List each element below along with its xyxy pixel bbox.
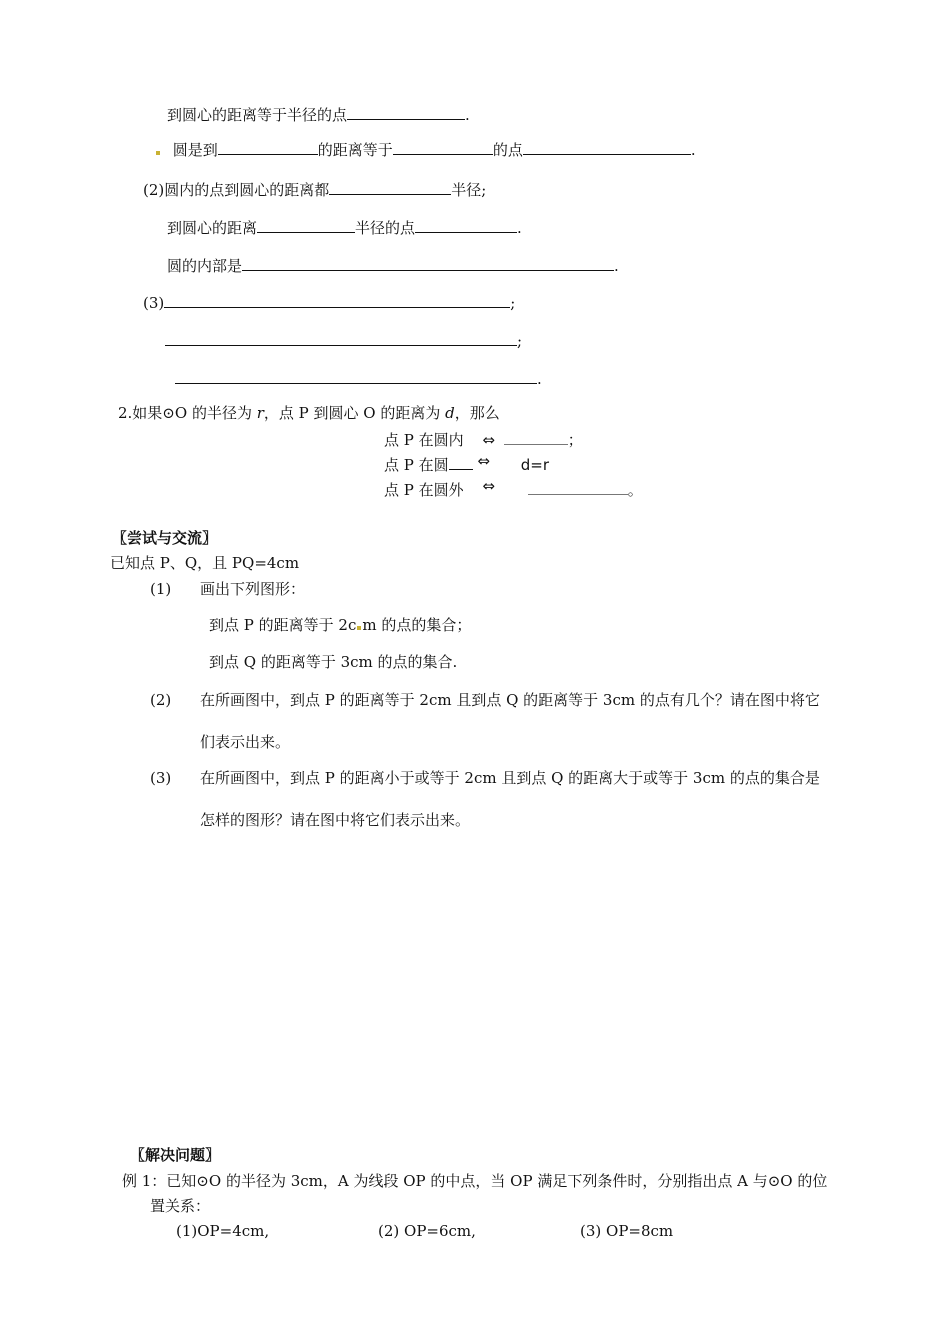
highlight-mark: [357, 626, 361, 630]
equivalence-icon: ⇔: [477, 452, 490, 470]
question-2-intro: 2.如果⊙O 的半径为 r，点 P 到圆心 O 的距离为 d，那么: [118, 404, 500, 422]
answer-blank[interactable]: [393, 139, 493, 155]
answer-blank[interactable]: [257, 217, 355, 233]
line-item-3: (3) ;: [143, 294, 516, 312]
try-given: 已知点 P、Q，且 PQ=4cm: [110, 554, 300, 572]
answer-blank[interactable]: [164, 292, 510, 308]
try-item-3: (3) 在所画图中，到点 P 的距离小于或等于 2cm 且到点 Q 的距离大于或等于 3cm 的点的集合是: [150, 769, 820, 787]
highlight-mark: [156, 151, 160, 155]
answer-blank[interactable]: [218, 139, 318, 155]
line-circle-interior: 圆的内部是 .: [167, 257, 619, 275]
example-1-line1: 例 1：已知⊙O 的半径为 3cm，A 为线段 OP 的中点，当 OP 满足下列条件时，分别指出点 A 与⊙O 的位: [122, 1172, 828, 1190]
line-item-3-c: .: [175, 368, 542, 389]
answer-blank[interactable]: [165, 330, 517, 346]
answer-blank[interactable]: [175, 368, 537, 384]
position-row-inside: 点 P 在圆内 ⇔ ；: [384, 431, 583, 449]
line-equal-radius: 到圆心的距离等于半径的点 .: [167, 106, 470, 124]
example-1-line2: 置关系：: [150, 1197, 211, 1215]
try-set-p: 到点 P 的距离等于 2c m 的点的集合；: [209, 616, 472, 634]
answer-blank[interactable]: [504, 429, 568, 445]
example-1-option-2: (2) OP=6cm,: [378, 1222, 476, 1240]
answer-blank[interactable]: [329, 179, 451, 195]
answer-blank[interactable]: [523, 139, 691, 155]
answer-blank[interactable]: [449, 454, 473, 470]
try-set-q: 到点 Q 的距离等于 3cm 的点的集合.: [209, 653, 458, 671]
line-circle-definition: 圆是到 的距离等于 的点 .: [156, 139, 696, 160]
equivalence-icon: ⇔: [482, 477, 495, 495]
example-1-option-3: (3) OP=8cm: [580, 1222, 674, 1240]
line-inside-distance: (2)圆内的点到圆心的距离都 半径;: [143, 181, 487, 199]
answer-blank[interactable]: [347, 104, 465, 120]
example-1-option-1: (1)OP=4cm,: [176, 1222, 270, 1240]
answer-blank[interactable]: [242, 255, 614, 271]
equivalence-icon: ⇔: [482, 431, 495, 449]
try-item-1: (1) 画出下列图形：: [150, 580, 306, 598]
solve-heading: 〖解决问题〗: [130, 1146, 221, 1164]
answer-blank[interactable]: [415, 217, 517, 233]
try-item-3-cont: 怎样的图形？请在图中将它们表示出来。: [200, 811, 471, 829]
try-item-2: (2) 在所画图中，到点 P 的距离等于 2cm 且到点 Q 的距离等于 3cm 的点有几个？请在图中将它: [150, 691, 820, 709]
line-item-3-b: ;: [165, 330, 522, 351]
position-row-on: 点 P 在圆 ⇔ d=r: [384, 452, 550, 474]
answer-blank[interactable]: [528, 479, 628, 495]
position-row-outside: 点 P 在圆外 ⇔ 。: [384, 477, 643, 499]
try-item-2-cont: 们表示出来。: [200, 733, 291, 751]
try-heading: 〖尝试与交流〗: [112, 529, 218, 547]
line-distance-radius: 到圆心的距离 半径的点 .: [167, 219, 522, 237]
